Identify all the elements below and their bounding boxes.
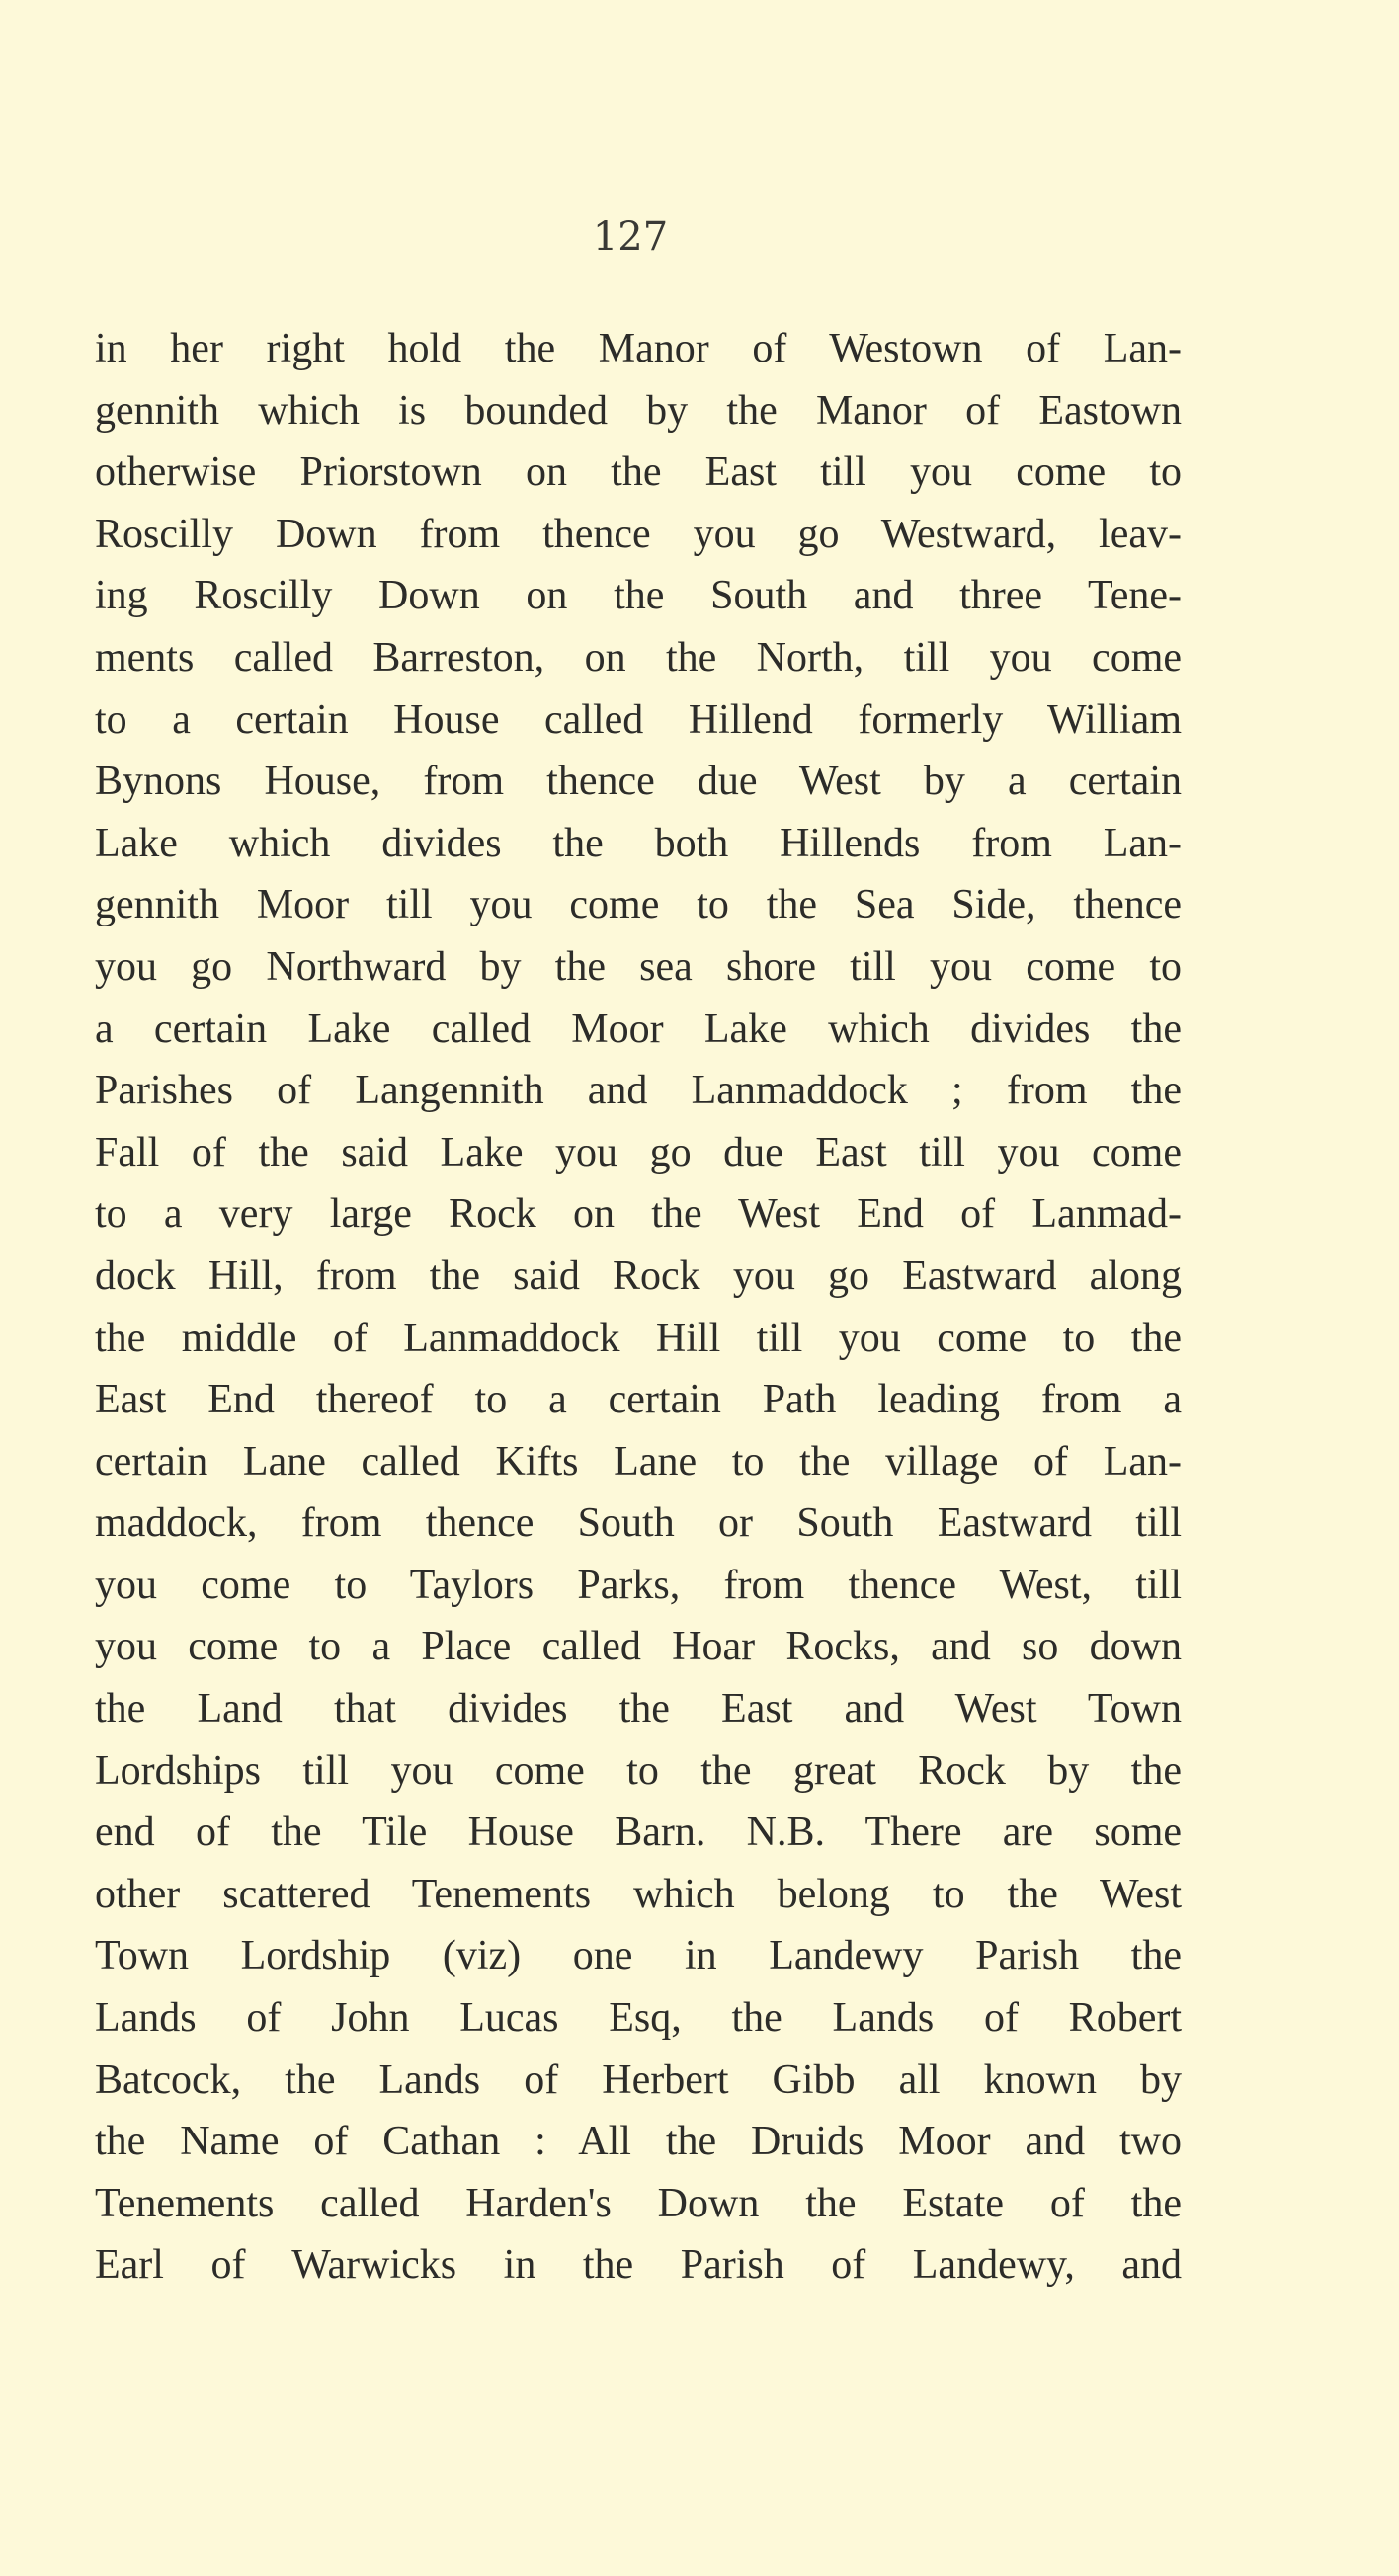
text-line: you come to Taylors Parks, from thence West, till	[95, 1562, 1182, 1608]
text-line: the Name of Cathan : All the Druids Moor and two	[95, 2119, 1182, 2165]
text-line: ing Roscilly Down on the South and three Tene-	[95, 573, 1182, 619]
text-line: Roscilly Down from thence you go Westward, leav-	[95, 511, 1182, 557]
text-line: Batcock, the Lands of Herbert Gibb all known by	[95, 2056, 1182, 2103]
text-line: Lake which divides the both Hillends from Lan-	[95, 820, 1182, 866]
text-line: Parishes of Langennith and Lanmaddock ; from the	[95, 1068, 1182, 1114]
text-line: Town Lordship (viz) one in Landewy Parish the	[95, 1933, 1182, 1979]
text-line: the Land that divides the East and West Town	[95, 1686, 1182, 1732]
text-line: you come to a Place called Hoar Rocks, and so down	[95, 1624, 1182, 1670]
text-line: in her right hold the Manor of Westown of Lan-	[95, 326, 1182, 371]
text-line: ments called Barreston, on the North, till you come	[95, 634, 1182, 681]
text-line: East End thereof to a certain Path leading from a	[95, 1377, 1182, 1423]
text-line: the middle of Lanmaddock Hill till you come to the	[95, 1315, 1182, 1361]
text-line: dock Hill, from the said Rock you go Eastward along	[95, 1252, 1182, 1299]
text-line: to a certain House called Hillend formerly William	[95, 696, 1182, 743]
text-line: Earl of Warwicks in the Parish of Landewy, and	[95, 2242, 1182, 2289]
body-text	[95, 318, 1182, 2296]
page-number: 127	[592, 214, 669, 260]
text-line: certain Lane called Kifts Lane to the village of Lan-	[95, 1438, 1182, 1485]
text-line: Tenements called Harden's Down the Estate of the	[95, 2180, 1182, 2226]
text-line: other scattered Tenements which belong to the West	[95, 1871, 1182, 1917]
text-line: end of the Tile House Barn. N.B. There are some	[95, 1810, 1182, 1856]
text-line: maddock, from thence South or South Eastward till	[95, 1500, 1182, 1547]
text-line: to a very large Rock on the West End of Lanmad-	[95, 1191, 1182, 1238]
text-line: Fall of the said Lake you go due East till you come	[95, 1129, 1182, 1175]
text-line: a certain Lake called Moor Lake which divides the	[95, 1006, 1182, 1052]
text-line: Lordships till you come to the great Rock by the	[95, 1747, 1182, 1794]
text-line: gennith which is bounded by the Manor of Eastown	[95, 387, 1182, 434]
text-line: Bynons House, from thence due West by a certain	[95, 759, 1182, 805]
text-line: otherwise Priorstown on the East till you come to	[95, 449, 1182, 496]
text-line: you go Northward by the sea shore till you come to	[95, 943, 1182, 990]
text-line: Lands of John Lucas Esq, the Lands of Robert	[95, 1995, 1182, 2042]
text-line: gennith Moor till you come to the Sea Side, thence	[95, 882, 1182, 928]
